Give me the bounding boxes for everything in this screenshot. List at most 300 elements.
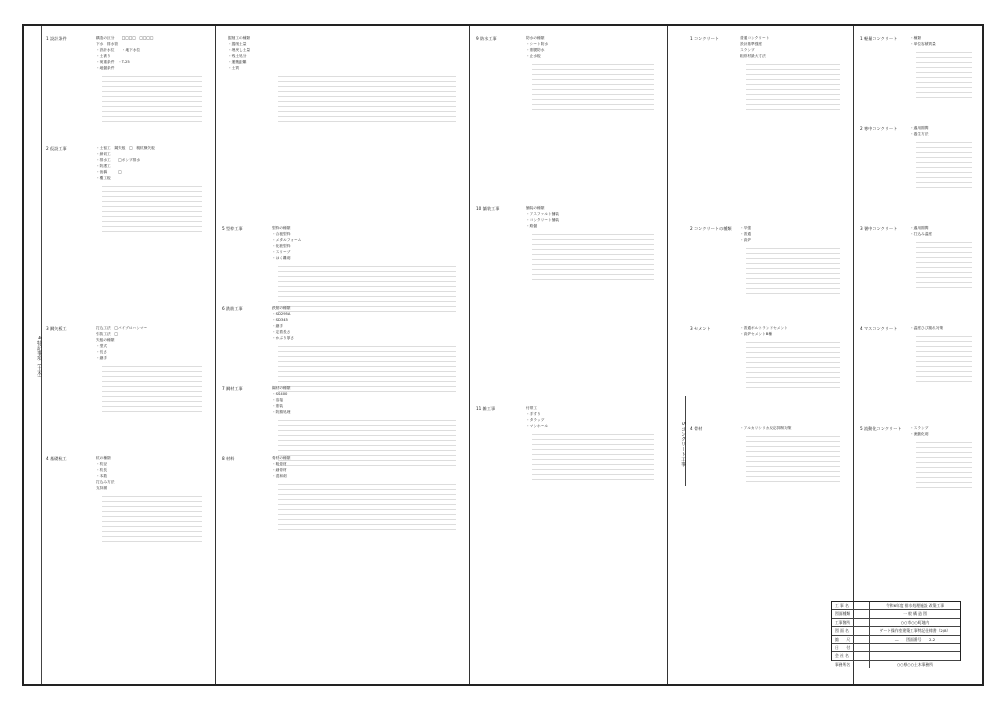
- spec-text: 設計基準強度: [740, 42, 763, 46]
- text-rule: [278, 460, 456, 461]
- text-rule: [278, 91, 456, 92]
- text-rule: [916, 252, 972, 253]
- column-3: [470, 26, 668, 684]
- spec-text: ・継手: [272, 324, 284, 328]
- spec-text: ・適用期間: [910, 226, 929, 230]
- text-rule: [102, 226, 202, 227]
- text-rule: [746, 347, 840, 348]
- title-block-key: 縮 尺: [832, 636, 870, 643]
- text-rule: [278, 514, 456, 515]
- text-rule: [532, 84, 654, 85]
- text-rule: [278, 281, 456, 282]
- text-rule: [532, 274, 654, 275]
- text-rule: [746, 278, 840, 279]
- text-rule: [278, 296, 456, 297]
- item-label: 3 鋼矢板工: [46, 326, 67, 331]
- spec-text: ・アスファルト舗装: [526, 212, 559, 216]
- text-rule: [102, 231, 202, 232]
- column-5: [854, 26, 986, 684]
- title-block: [831, 601, 961, 667]
- text-rule: [278, 425, 456, 426]
- spec-text: 鋼材の種類: [272, 386, 291, 390]
- item-label: 2 コンクリートの種類: [690, 226, 732, 231]
- text-rule: [278, 311, 456, 312]
- spec-text: ・高炉: [740, 238, 752, 242]
- text-rule: [916, 267, 972, 268]
- section-label-col4: 5 コンクリート工事: [668, 396, 686, 486]
- text-rule: [532, 109, 654, 110]
- spec-text: ・SD345: [272, 318, 288, 322]
- text-rule: [746, 104, 840, 105]
- spec-text: ・化粧型枠: [272, 244, 291, 248]
- text-rule: [532, 444, 654, 445]
- text-rule: [532, 89, 654, 90]
- text-rule: [916, 381, 972, 382]
- text-rule: [532, 79, 654, 80]
- spec-text: 打込工法 □バイブロハンマー: [96, 326, 148, 330]
- text-rule: [916, 351, 972, 352]
- text-rule: [916, 82, 972, 83]
- spec-text: ・単位容積質量: [910, 42, 936, 46]
- item-label: 7 鋼材工事: [222, 386, 243, 391]
- text-rule: [746, 377, 840, 378]
- text-rule: [532, 479, 654, 480]
- spec-text: ・残土処分: [228, 54, 247, 58]
- text-rule: [278, 509, 456, 510]
- text-rule: [916, 371, 972, 372]
- text-rule: [532, 99, 654, 100]
- title-block-value: ○○県○○土木事務所: [896, 661, 934, 667]
- text-rule: [916, 361, 972, 362]
- title-block-row: [832, 661, 960, 668]
- text-rule: [532, 464, 654, 465]
- spec-text: ・高炉セメントB種: [740, 332, 773, 336]
- text-rule: [532, 449, 654, 450]
- text-rule: [746, 451, 840, 452]
- text-rule: [278, 86, 456, 87]
- spec-text: 普通コンクリート: [740, 36, 770, 40]
- item-label: 10 舗装工事: [476, 206, 500, 211]
- spec-text: ・荷重条件 ・T-25: [96, 60, 130, 64]
- spec-text: ・土質: [228, 66, 240, 70]
- text-rule: [278, 361, 456, 362]
- text-rule: [532, 434, 654, 435]
- text-rule: [916, 376, 972, 377]
- text-rule: [746, 263, 840, 264]
- text-rule: [532, 239, 654, 240]
- text-rule: [102, 216, 202, 217]
- spec-text: ・土留工 鋼矢板 □ 親杭横矢板: [96, 146, 155, 150]
- text-rule: [278, 101, 456, 102]
- text-rule: [916, 172, 972, 173]
- text-rule: [532, 439, 654, 440]
- title-block-key: 工事箇所: [832, 619, 870, 626]
- text-rule: [102, 86, 202, 87]
- text-rule: [532, 454, 654, 455]
- text-rule: [278, 529, 456, 530]
- text-rule: [916, 67, 972, 68]
- spec-text: 下水 排水管: [96, 42, 119, 46]
- text-rule: [916, 52, 972, 53]
- text-rule: [278, 435, 456, 436]
- text-rule: [532, 104, 654, 105]
- spec-text: ・スリーブ: [272, 250, 291, 254]
- text-rule: [916, 152, 972, 153]
- text-rule: [102, 91, 202, 92]
- spec-text: ・はく離剤: [272, 256, 291, 260]
- spec-text: ・粗骨材: [272, 462, 287, 466]
- text-rule: [916, 77, 972, 78]
- text-rule: [278, 116, 456, 117]
- spec-text: ・本数: [96, 474, 108, 478]
- text-rule: [746, 283, 840, 284]
- text-rule: [278, 430, 456, 431]
- text-rule: [916, 87, 972, 88]
- spec-text: ・溶接: [272, 398, 284, 402]
- text-rule: [746, 253, 840, 254]
- text-rule: [746, 273, 840, 274]
- spec-text: ・仮橋 □: [96, 170, 133, 174]
- text-rule: [746, 248, 840, 249]
- text-rule: [746, 446, 840, 447]
- text-rule: [532, 249, 654, 250]
- text-rule: [102, 536, 202, 537]
- spec-text: ・タラップ: [526, 418, 545, 422]
- text-rule: [916, 257, 972, 258]
- text-rule: [102, 501, 202, 502]
- text-rule: [102, 396, 202, 397]
- title-block-value: ― 図面番号 2-2: [894, 636, 936, 642]
- item-label: 3 暑中コンクリート: [860, 226, 898, 231]
- spec-text: 粗骨材最大寸法: [740, 54, 766, 58]
- item-label: 3 セメント: [690, 326, 711, 331]
- spec-text: ・普通ポルトランドセメント: [740, 326, 788, 330]
- item-label: 11 雑工事: [476, 406, 496, 411]
- text-rule: [746, 367, 840, 368]
- item-label: 6 鉄筋工事: [222, 306, 243, 311]
- spec-text: 掘削工の種類: [228, 36, 251, 40]
- spec-text: 矢板の種類: [96, 338, 115, 342]
- text-rule: [278, 96, 456, 97]
- text-rule: [746, 79, 840, 80]
- spec-text: ・塗装: [272, 404, 284, 408]
- text-rule: [278, 440, 456, 441]
- spec-text: 防水の種類: [526, 36, 545, 40]
- text-rule: [102, 221, 202, 222]
- text-rule: [102, 101, 202, 102]
- title-block-key: 会 社 名: [832, 652, 870, 659]
- text-rule: [102, 366, 202, 367]
- item-label: 1 コンクリート: [690, 36, 720, 41]
- text-rule: [278, 76, 456, 77]
- text-rule: [102, 526, 202, 527]
- text-rule: [278, 306, 456, 307]
- text-rule: [916, 247, 972, 248]
- text-rule: [916, 282, 972, 283]
- text-rule: [746, 288, 840, 289]
- text-rule: [278, 489, 456, 490]
- text-rule: [746, 481, 840, 482]
- text-rule: [278, 301, 456, 302]
- text-rule: [916, 457, 972, 458]
- spec-text: 付帯工: [526, 406, 538, 410]
- text-rule: [102, 76, 202, 77]
- text-rule: [278, 376, 456, 377]
- text-rule: [278, 519, 456, 520]
- text-rule: [916, 242, 972, 243]
- text-rule: [532, 259, 654, 260]
- column-2: [216, 26, 470, 684]
- text-rule: [532, 94, 654, 95]
- text-rule: [916, 182, 972, 183]
- spec-text: ・杭径: [96, 462, 108, 466]
- text-rule: [916, 142, 972, 143]
- text-rule: [916, 262, 972, 263]
- text-rule: [532, 254, 654, 255]
- text-rule: [746, 89, 840, 90]
- spec-text: ・長さ: [96, 350, 108, 354]
- item-label: 2 寒中コンクリート: [860, 126, 898, 131]
- text-rule: [916, 167, 972, 168]
- text-rule: [916, 336, 972, 337]
- spec-text: ・路盤: [526, 224, 538, 228]
- text-rule: [278, 445, 456, 446]
- text-rule: [746, 99, 840, 100]
- spec-text: 構造の区分 □□□□ □□□□: [96, 36, 154, 40]
- text-rule: [102, 516, 202, 517]
- spec-text: ・SS400: [272, 392, 288, 396]
- text-rule: [746, 69, 840, 70]
- text-rule: [532, 234, 654, 235]
- text-rule: [278, 484, 456, 485]
- text-rule: [532, 469, 654, 470]
- title-block-row: [832, 619, 960, 627]
- text-rule: [278, 381, 456, 382]
- title-block-key: 図面種類: [832, 610, 870, 617]
- text-rule: [102, 196, 202, 197]
- spec-text: ・普通: [740, 232, 752, 236]
- text-rule: [916, 356, 972, 357]
- spec-text: ・定着長さ: [272, 330, 291, 334]
- text-rule: [278, 106, 456, 107]
- text-rule: [102, 121, 202, 122]
- spec-text: 引抜工法 □: [96, 332, 118, 336]
- text-rule: [916, 162, 972, 163]
- spec-text: ・止水板: [526, 54, 541, 58]
- text-rule: [746, 64, 840, 65]
- text-rule: [278, 351, 456, 352]
- column-1: [24, 26, 216, 684]
- spec-text: ・マンホール: [526, 424, 549, 428]
- text-rule: [278, 465, 456, 466]
- text-rule: [102, 201, 202, 202]
- text-rule: [916, 477, 972, 478]
- text-rule: [746, 109, 840, 110]
- text-rule: [278, 366, 456, 367]
- spec-text: ・設計水位 ・地下水位: [96, 48, 141, 52]
- text-rule: [532, 74, 654, 75]
- item-label: 1 設計条件: [46, 36, 67, 41]
- text-rule: [746, 456, 840, 457]
- column-4: [668, 26, 854, 684]
- spec-text: 型枠の種類: [272, 226, 291, 230]
- text-rule: [916, 57, 972, 58]
- item-label: 5 流動化コンクリート: [860, 426, 902, 431]
- text-rule: [746, 74, 840, 75]
- spec-text: ・打込み温度: [910, 232, 933, 236]
- title-block-key: 日 付: [832, 644, 870, 651]
- title-block-key: 事務所名: [832, 661, 870, 668]
- text-rule: [102, 496, 202, 497]
- text-rule: [746, 352, 840, 353]
- text-rule: [532, 69, 654, 70]
- text-rule: [746, 268, 840, 269]
- text-rule: [916, 467, 972, 468]
- spec-text: ・締切工: [96, 152, 130, 156]
- title-block-row: [832, 652, 960, 660]
- text-rule: [916, 177, 972, 178]
- title-block-key: 工 事 名: [832, 602, 870, 609]
- text-rule: [102, 511, 202, 512]
- text-rule: [916, 442, 972, 443]
- text-rule: [102, 376, 202, 377]
- section-label-col1: 4 特記事項（土木）: [24, 26, 42, 684]
- item-label: 5 型枠工事: [222, 226, 243, 231]
- spec-text: ・流動化剤: [910, 432, 929, 436]
- text-rule: [746, 387, 840, 388]
- text-rule: [278, 276, 456, 277]
- spec-text: スランプ: [740, 48, 755, 52]
- spec-text: ・スランプ: [910, 426, 929, 430]
- title-block-value: 令和6年度 排水処理施設 改築工事: [886, 603, 944, 608]
- text-rule: [916, 147, 972, 148]
- text-rule: [102, 541, 202, 542]
- text-rule: [102, 81, 202, 82]
- item-label: 9 防水工事: [476, 36, 497, 41]
- spec-text: ・継手: [96, 356, 108, 360]
- spec-text: ・SD295A: [272, 312, 291, 316]
- spec-text: ・防護工: [96, 164, 111, 168]
- text-rule: [102, 116, 202, 117]
- text-rule: [278, 386, 456, 387]
- text-rule: [278, 111, 456, 112]
- text-rule: [102, 371, 202, 372]
- item-label: 8 材料: [222, 456, 235, 461]
- text-rule: [102, 206, 202, 207]
- text-rule: [916, 462, 972, 463]
- text-rule: [278, 450, 456, 451]
- text-rule: [916, 272, 972, 273]
- spec-text: ・シート防水: [526, 42, 549, 46]
- title-block-key: 図 面 名: [832, 627, 870, 634]
- text-rule: [916, 187, 972, 188]
- text-rule: [532, 64, 654, 65]
- text-rule: [916, 487, 972, 488]
- title-block-row: [832, 644, 960, 652]
- text-rule: [278, 271, 456, 272]
- spec-text: 骨材の種類: [272, 456, 291, 460]
- item-label: 1 軽量コンクリート: [860, 36, 898, 41]
- text-rule: [102, 506, 202, 507]
- text-rule: [916, 472, 972, 473]
- spec-text: ・地盤条件: [96, 66, 115, 70]
- text-rule: [916, 287, 972, 288]
- title-block-row: [832, 627, 960, 635]
- text-rule: [102, 211, 202, 212]
- text-rule: [916, 92, 972, 93]
- text-rule: [916, 277, 972, 278]
- spec-text: ・メタルフォーム: [272, 238, 302, 242]
- text-rule: [916, 482, 972, 483]
- text-rule: [278, 420, 456, 421]
- spec-text: 支持層: [96, 486, 108, 490]
- item-label: 2 仮設工事: [46, 146, 67, 151]
- text-rule: [746, 382, 840, 383]
- text-rule: [102, 406, 202, 407]
- text-rule: [916, 341, 972, 342]
- text-rule: [102, 391, 202, 392]
- text-rule: [102, 411, 202, 412]
- text-rule: [102, 106, 202, 107]
- spec-text: ・塗膜防水: [526, 48, 545, 52]
- text-rule: [278, 499, 456, 500]
- drawing-sheet: [22, 24, 984, 686]
- text-rule: [746, 461, 840, 462]
- text-rule: [278, 286, 456, 287]
- spec-text: ・種類: [910, 36, 922, 40]
- text-rule: [102, 386, 202, 387]
- text-rule: [746, 94, 840, 95]
- text-rule: [916, 452, 972, 453]
- text-rule: [746, 466, 840, 467]
- text-rule: [102, 96, 202, 97]
- text-rule: [278, 291, 456, 292]
- spec-text: ・排水工 □ポンプ排水: [96, 158, 141, 162]
- spec-text: ・掘削土量: [228, 42, 247, 46]
- spec-text: 打込み方法: [96, 480, 115, 484]
- text-rule: [746, 372, 840, 373]
- text-rule: [278, 391, 456, 392]
- spec-text: ・温度ひび割れ対策: [910, 326, 944, 330]
- text-rule: [746, 436, 840, 437]
- text-rule: [916, 157, 972, 158]
- spec-text: ・混和剤: [272, 474, 287, 478]
- text-rule: [746, 357, 840, 358]
- spec-text: ・覆工板: [96, 176, 111, 180]
- text-rule: [532, 264, 654, 265]
- title-block-row: [832, 610, 960, 618]
- text-rule: [746, 476, 840, 477]
- text-rule: [532, 279, 654, 280]
- text-rule: [278, 81, 456, 82]
- text-rule: [278, 356, 456, 357]
- text-rule: [746, 293, 840, 294]
- text-rule: [102, 186, 202, 187]
- spec-text: ・かぶり厚さ: [272, 336, 295, 340]
- text-rule: [916, 366, 972, 367]
- spec-text: ・合板型枠: [272, 232, 291, 236]
- text-rule: [278, 504, 456, 505]
- text-rule: [278, 121, 456, 122]
- text-rule: [916, 62, 972, 63]
- spec-text: ・防錆処理: [272, 410, 291, 414]
- item-label: 4 基礎杭工: [46, 456, 67, 461]
- spec-text: 鉄筋の種類: [272, 306, 291, 310]
- text-rule: [102, 521, 202, 522]
- text-rule: [278, 346, 456, 347]
- text-rule: [102, 381, 202, 382]
- spec-text: ・コンクリート舗装: [526, 218, 560, 222]
